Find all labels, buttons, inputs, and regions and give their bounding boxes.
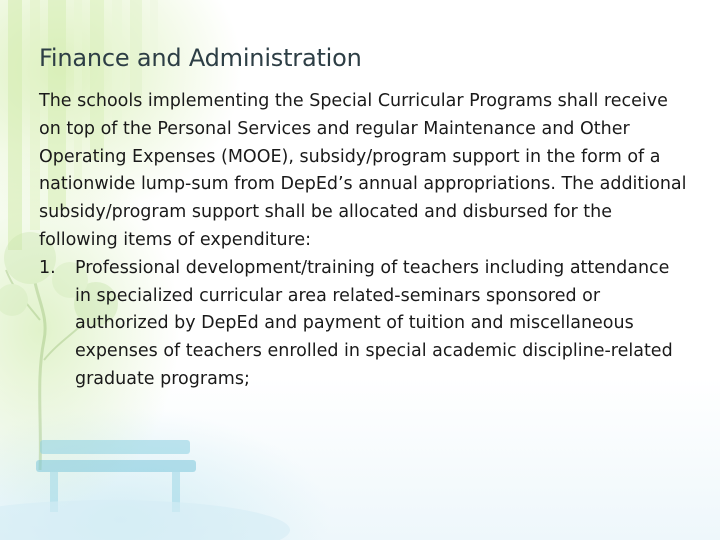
intro-paragraph: The schools implementing the Special Curricular Programs shall receive on top of the Personal Services and regular Maintenance and Other Operating Expenses (MOOE), subsidy/program support in the form of a nationwide lump-sum from DepEd’s annual appropriations. The additional subsidy/program support shall be allocated and disbursed for the following items of expenditure: (39, 91, 687, 250)
slide-content (39, 44, 689, 394)
list-item (39, 255, 689, 394)
expenditure-list (39, 255, 689, 394)
list-item-text: Professional development/training of teachers including attendance in specialized curricular area related-seminars sponsored or authorized by DepEd and payment of tuition and miscellaneous expenses of teachers enrolled in special academic discipline-related graduate programs; (75, 257, 673, 389)
list-item-number: 1. (39, 257, 56, 278)
slide-title: Finance and Administration (39, 44, 362, 72)
